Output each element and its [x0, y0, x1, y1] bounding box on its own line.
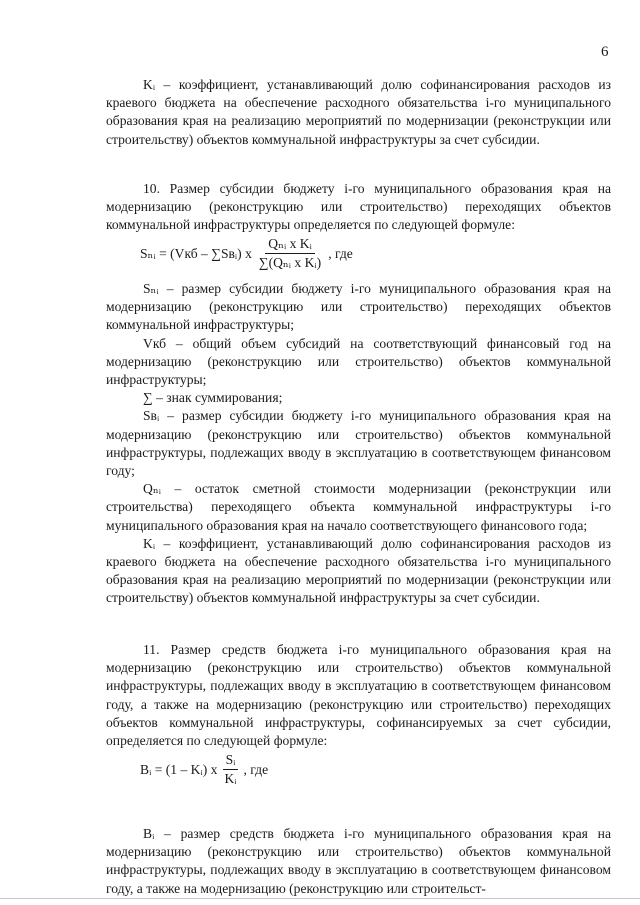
- formula-numerator: Sᵢ: [223, 752, 239, 770]
- text-block-4: [106, 641, 611, 750]
- formula-lhs: Bᵢ = (1 – Kᵢ) x: [140, 761, 218, 777]
- paragraph: 11. Размер средств бюджета i-го муниципального образования края на модернизацию (реконструкцию или строительство) объектов коммунальной инфраструктуры, подлежащих вводу в эксплуатацию в соответствующем финансовом году, а также на модернизацию (реконструкцию или строительство) переходящих объектов коммунальной инфраструктуры, софинансируемых за счет субсидии, определяется по следующей формуле:: [106, 642, 611, 749]
- page-bottom-rule: [0, 898, 640, 899]
- paragraph: ∑ – знак суммирования;: [143, 390, 283, 406]
- paragraph: Kᵢ – коэффициент, устанавливающий долю софинансирования расходов из краевого бюджета на обеспечение расходного обязательства i-го муниципального образования края на реализацию мероприятий по модернизации (реконструкции или строительству) объектов коммунальной инфраструктуры за счет субсидии.: [106, 535, 611, 606]
- formula-suffix: , где: [328, 245, 353, 261]
- page-number: 6: [601, 44, 609, 60]
- paragraph: Bᵢ – размер средств бюджета i-го муниципального образования края на модернизацию (реконструкцию или строительство) объектов коммунальной инфраструктуры, подлежащих вводу в эксплуатацию в соответствующем финансовом году, а также на модернизацию (реконструкцию или строительст-: [106, 826, 611, 896]
- paragraph: Sвᵢ – размер субсидии бюджету i-го муниципального образования края на модернизацию (реконструкцию или строительство) объектов коммунальной инфраструктуры, подлежащих вводу в эксплуатацию в соответствующем финансовом году;: [106, 408, 611, 479]
- text-block-5: [106, 825, 611, 898]
- text-block-2: [106, 180, 611, 235]
- text-block-3: [106, 280, 611, 608]
- paragraph: 10. Размер субсидии бюджету i-го муниципального образования края на модернизацию (реконструкцию или строительство) переходящих объектов коммунальной инфраструктуры определяется по следующей формуле:: [106, 181, 611, 233]
- formula-suffix: , где: [243, 761, 269, 777]
- formula-fraction: [221, 752, 239, 787]
- paragraph: Sₙᵢ – размер субсидии бюджету i-го муниципального образования края на модернизацию (реконструкцию или строительство) переходящих объектов коммунальной инфраструктуры;: [106, 281, 611, 333]
- text-block-1: [106, 76, 611, 149]
- formula-denominator: ∑(Qₙᵢ x Kᵢ): [258, 255, 322, 270]
- formula-subsidy: [140, 236, 353, 271]
- formula-budget: [140, 752, 268, 787]
- paragraph: Qₙᵢ – остаток сметной стоимости модернизации (реконструкции или строительства) переходящего объекта коммунальной инфраструктуры i-го муниципального образования края на начало соответствующего финансового года;: [106, 481, 611, 533]
- paragraph: Vкб – общий объем субсидий на соответствующий финансовый год на модернизацию (реконструкцию или строительство) объектов коммунальной инфраструктуры;: [106, 335, 611, 388]
- formula-numerator: Qₙᵢ x Kᵢ: [265, 236, 315, 254]
- formula-fraction: [256, 236, 324, 271]
- formula-lhs: Sₙᵢ = (Vкб – ∑Sвᵢ) x: [140, 245, 252, 261]
- formula-denominator: Kᵢ: [224, 771, 237, 786]
- paragraph: Kᵢ – коэффициент, устанавливающий долю софинансирования расходов из краевого бюджета на обеспечение расходного обязательства i-го муниципального образования края на реализацию мероприятий по модернизации (реконструкции или строительству) объектов коммунальной инфраструктуры за счет субсидии.: [106, 77, 611, 147]
